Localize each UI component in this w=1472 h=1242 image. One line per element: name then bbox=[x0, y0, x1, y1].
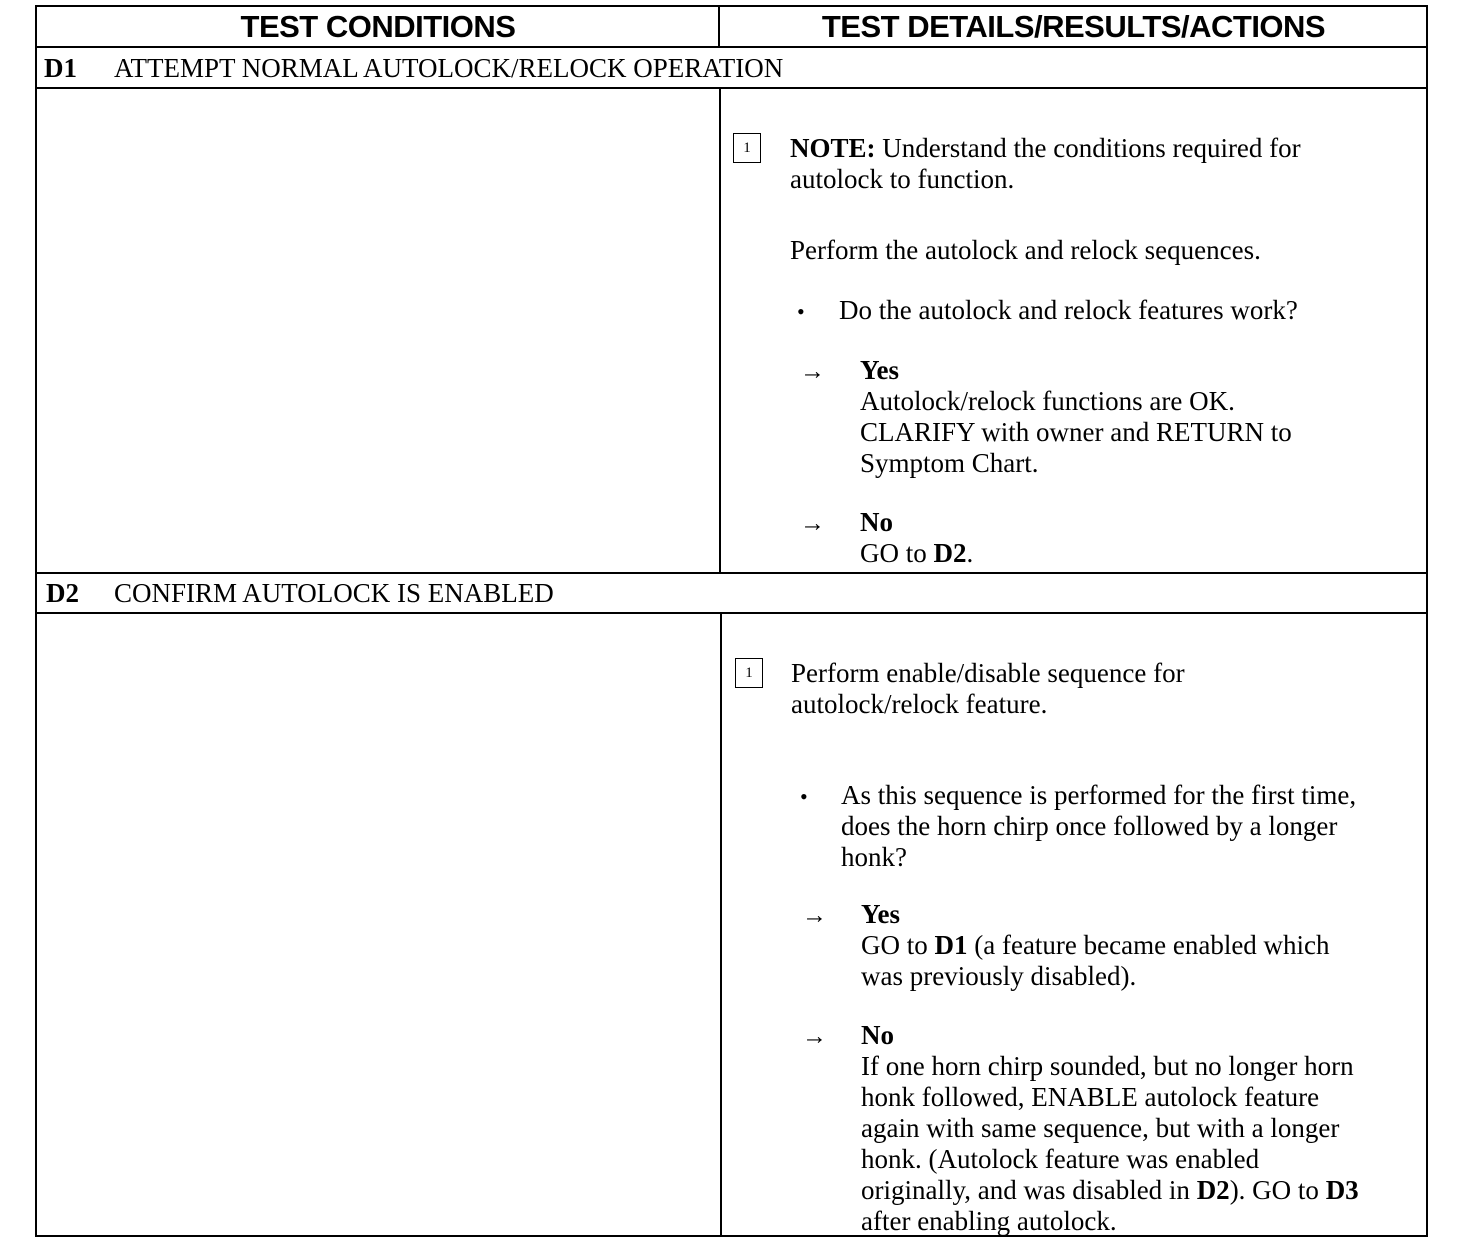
column-header-test-conditions: TEST CONDITIONS bbox=[240, 9, 516, 44]
d1-end-divider bbox=[35, 572, 1428, 574]
d1-section-title bbox=[44, 50, 783, 86]
d2-no-line5-d: D3 bbox=[1325, 1175, 1359, 1205]
d2-bullet: • bbox=[800, 784, 808, 809]
d1-yes-line: Autolock/relock functions are OK. bbox=[860, 386, 1235, 416]
d1-yes-label: Yes bbox=[860, 355, 899, 385]
d1-note bbox=[790, 133, 1410, 195]
d1-step-number: 1 bbox=[733, 133, 761, 163]
d2-no-line5-a: originally, and was disabled in bbox=[861, 1175, 1197, 1205]
d2-yes-prefix: GO to bbox=[861, 930, 935, 960]
d2-no-line: If one horn chirp sounded, but no longer horn bbox=[861, 1051, 1354, 1081]
d2-no-line: again with same sequence, but with a longer bbox=[861, 1113, 1340, 1143]
column-header-test-details: TEST DETAILS/RESULTS/ACTIONS bbox=[821, 9, 1326, 44]
d2-no-line5-b: D2 bbox=[1196, 1175, 1230, 1205]
d2-no-label: No bbox=[861, 1020, 894, 1050]
d2-code: D2 bbox=[46, 578, 79, 608]
d2-instruction bbox=[791, 658, 1185, 720]
header-divider bbox=[35, 46, 1428, 48]
d2-no-line6: after enabling autolock. bbox=[861, 1206, 1117, 1236]
d1-no-suffix: . bbox=[966, 538, 974, 568]
d1-no-target: D2 bbox=[933, 538, 967, 568]
d2-yes-target: D1 bbox=[934, 930, 968, 960]
d1-note-text-2: autolock to function. bbox=[790, 164, 1015, 194]
d2-instruction-line: autolock/relock feature. bbox=[791, 689, 1048, 719]
d1-no-arrow-icon: → bbox=[800, 510, 825, 537]
d1-no-label: No bbox=[860, 507, 893, 537]
d2-no-result bbox=[861, 1020, 1359, 1237]
d2-title: CONFIRM AUTOLOCK IS ENABLED bbox=[114, 578, 554, 608]
d2-title-divider bbox=[35, 612, 1428, 614]
d1-no-result bbox=[860, 507, 973, 569]
d1-note-text: Understand the conditions required for bbox=[875, 133, 1301, 163]
d2-question-line: As this sequence is performed for the first time, bbox=[841, 780, 1357, 810]
d1-code: D1 bbox=[44, 53, 77, 83]
d2-no-arrow-icon: → bbox=[802, 1023, 827, 1050]
d1-column-divider bbox=[719, 87, 721, 573]
d2-no-line: honk followed, ENABLE autolock feature bbox=[861, 1082, 1320, 1112]
d1-bullet: • bbox=[797, 299, 805, 324]
d1-title: ATTEMPT NORMAL AUTOLOCK/RELOCK OPERATION bbox=[114, 53, 784, 83]
d2-yes-rest: (a feature became enabled which bbox=[967, 930, 1330, 960]
header-column-divider bbox=[718, 5, 720, 47]
d2-no-line5-c: ). GO to bbox=[1229, 1175, 1326, 1205]
d2-question-line: honk? bbox=[841, 842, 907, 872]
d1-note-label: NOTE: bbox=[790, 133, 876, 163]
d2-column-divider bbox=[720, 612, 722, 1237]
d2-question-line: does the horn chirp once followed by a longer bbox=[841, 811, 1338, 841]
d2-question bbox=[841, 780, 1356, 873]
d2-step-number: 1 bbox=[735, 658, 763, 688]
d2-yes-line2: was previously disabled). bbox=[861, 961, 1137, 991]
d1-question: Do the autolock and relock features work? bbox=[839, 295, 1298, 325]
d2-yes-result bbox=[861, 899, 1330, 992]
d2-no-line: honk. (Autolock feature was enabled bbox=[861, 1144, 1260, 1174]
d1-yes-result bbox=[860, 355, 1292, 479]
d2-yes-arrow-icon: → bbox=[802, 902, 827, 929]
d2-section-title bbox=[46, 575, 554, 611]
d1-instruction: Perform the autolock and relock sequences. bbox=[790, 235, 1261, 265]
d1-title-divider bbox=[35, 87, 1428, 89]
d2-instruction-line: Perform enable/disable sequence for bbox=[791, 658, 1185, 688]
d1-yes-line: CLARIFY with owner and RETURN to bbox=[860, 417, 1292, 447]
d1-no-prefix: GO to bbox=[860, 538, 934, 568]
d1-yes-arrow-icon: → bbox=[800, 358, 825, 385]
d1-yes-line: Symptom Chart. bbox=[860, 448, 1039, 478]
d2-yes-label: Yes bbox=[861, 899, 900, 929]
